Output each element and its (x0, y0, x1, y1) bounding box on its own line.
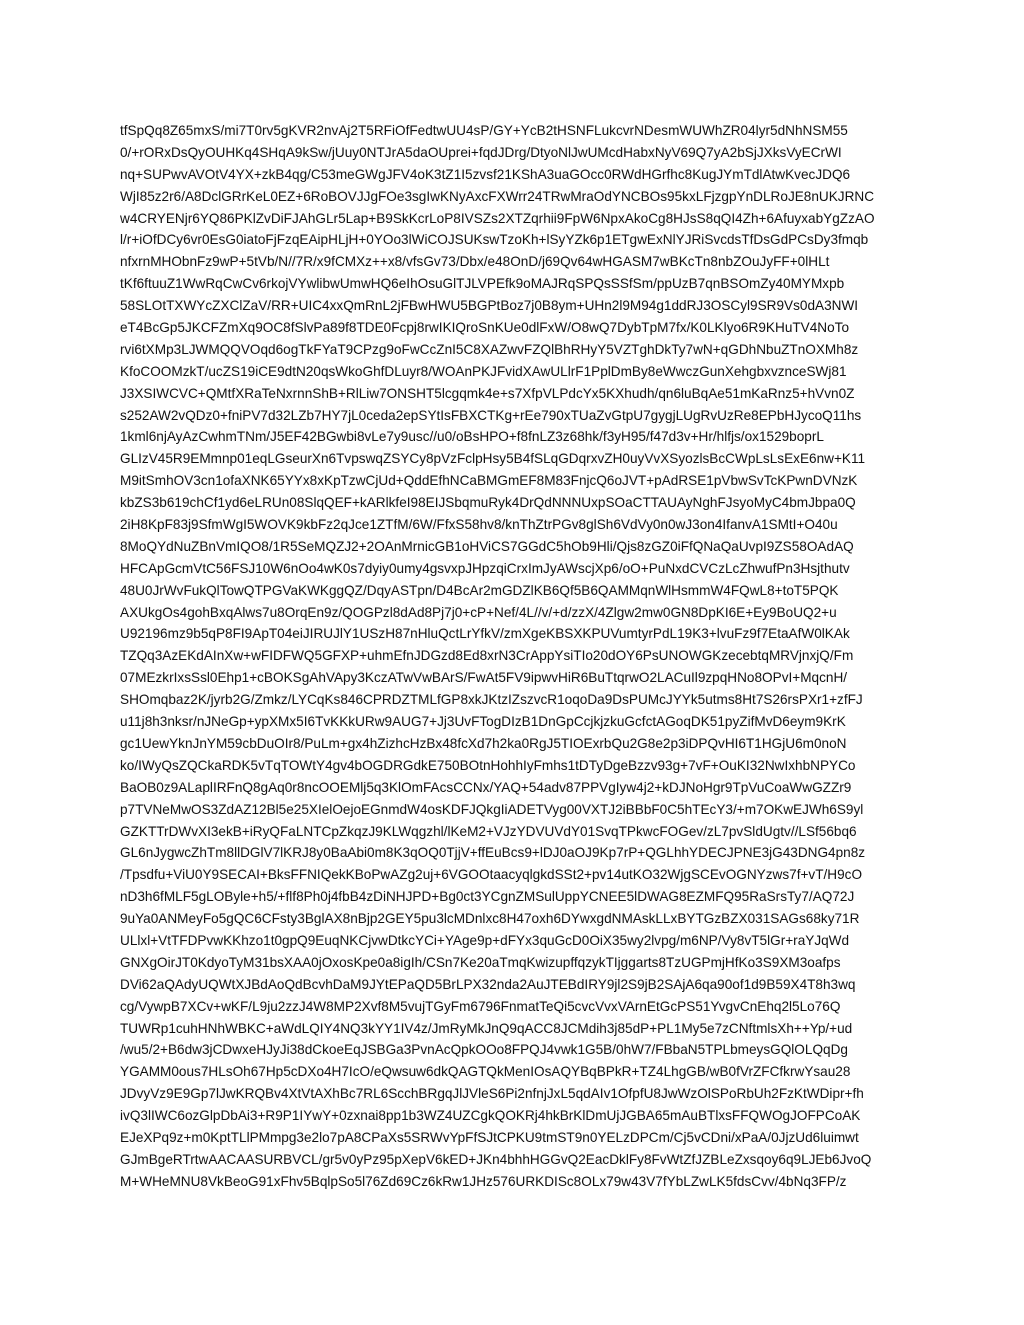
text-line: BaOB0z9ALaplIRFnQ8gAq0r8ncOOEMlj5q3KlOmFAcsCCNx/YAQ+54adv87PPVgIyw4j2+kDJNoHgr9TpVuCoaWwGZZr9 (120, 779, 852, 795)
text-line: GLIzV45R9EMmnp01eqLGseurXn6TvpswqZSYCy8pVzFclpHsy5B4fSLqGDqrxvZH0uyVvXSyozlsBcCWpLsLsExE6nw+K11 (120, 451, 866, 467)
text-line: ULlxl+VtTFDPvwKKhzo1t0gpQ9EuqNKCjvwDtkcYCi+YAge9p+dFYx3quGcD0OiX35wy2lvpg/m6NP/Vy8vT5lGr+raYJqWd (120, 932, 850, 948)
text-line: GL6nJygwcZhTm8llDGlV7lKRJ8y0BaAbi0m8K3qOQ0TjjV+ffEuBcs9+lDJ0aOJ9Kp7rP+QGLhhYDECJPNE3jG43DNG4pn8z (120, 845, 866, 861)
text-line: 0/+rORxDsQyOUHKq4SHqA9kSw/jUuy0NTJrA5daOUprei+fqdJDrg/DtyoNlJwUMcdHabxNyV69Q7yA2bSjJXksVyECrWI (120, 144, 842, 160)
text-line: DVi62aQAdyUQWtXJBdAoQdBcvhDaM9JYtEPaQD5BrLPX32nda2AuJTEBdIRY9jl2S9jB2SAjA6qa90of1d9B59X4T8h3wq (120, 976, 856, 992)
encoded-text-block (120, 120, 910, 1193)
text-line: M9itSmhOV3cn1ofaXNK65YYx8xKpTzwCjUd+QddEfhNCaBMGmEF8M83FnjcQ6oJVT+pAdRSE1pVbwSvTcKPwnDVNzK (120, 473, 858, 489)
text-line: eT4BcGp5JKCFZmXq9OC8fSlvPa89f8TDE0Fcpj8rwIKIQroSnKUe0dlFxW/O8wQ7DybTpM7fx/K0LKlyo6R9KHuTV4NoTo (120, 320, 850, 336)
text-line: SHOmqbaz2K/jyrb2G/Zmkz/LYCqKs846CPRDZTMLfGP8xkJKtzIZszvcR1oqoDa9DsPUMcJYYk5utms8Ht7S26rsPXr1+zfFJ (120, 692, 863, 708)
text-line: s252AW2vQDz0+fniPV7d32LZb7HY7jL0ceda2epSYtIsFBXCTKg+rEe790xTUaZvGtpU7gygjLUgRvUzRe8EPbHJycoQ11hs (120, 407, 862, 423)
text-line: nq+SUPwvAVOtV4YX+zkB4qg/C53meGWgJFV4oK3tZ1I5zvsf21KShA3uaGOcc0RWdHGrfhc8KugJYmTdlAtwKvecJDQ6 (120, 166, 851, 182)
text-line: M+WHeMNU8VkBeoG91xFhv5BqlpSo5l76Zd69Cz6kRw1JHz576URKDISc8OLx79w43V7fYbLZwLK5fdsCvv/4bNq3FP/z (120, 1173, 847, 1189)
text-line: /wu5/2+B6dw3jCDwxeHJyJi38dCkoeEqJSBGa3PvnAcQpkOOo8FPQJ4vwk1G5B/0hW7/FBbaN5TPLbmeysGQlOLQqDg (120, 1042, 848, 1058)
text-line: 2iH8KpF83j9SfmWgI5WOVK9kbFz2qJce1ZTfM/6W/FfxS58hv8/knThZtrPGv8glSh6VdVy0n0wJ3on4IfanvA1SMtI+O40u (120, 517, 838, 533)
text-line: JDvyVz9E9Gp7lJwKRQBv4XtVtAXhBc7RL6ScchBRgqJlJVleS6Pi2nfnjJxL5qdAIv1OfpfU8JwWzOlSPoRbUh2FzKtWDipr+fh (120, 1086, 864, 1102)
text-line: p7TVNeMwOS3ZdAZ12Bl5e25XIelOejoEGnmdW4osKDFJQkgIiADETVyg00VXTJ2iBBbF0C5hTEcY3/+m7OKwEJWh6S9yl (120, 801, 864, 817)
text-line: HFCApGcmVtC56FSJ10W6nOo4wK0s7dyiy0umy4gsvxpJHpzqiCrxImJyAWscjXp6/oO+PuNxdCVCzLcZhwufPn3Hsjthutv (120, 560, 850, 576)
text-line: ivQ3lIWC6ozGlpDbAi3+R9P1IYwY+0zxnai8pp1b3WZ4UZCgkQOKRj4hkBrKlDmUjJGBA65mAuBTlxsFFQWOgJOFPCoAK (120, 1108, 861, 1124)
text-line: 1kml6njAyAzCwhmTNm/J5EF42BGwbi8vLe7y9usc//u0/oBsHPO+f8fnLZ3z68hk/f3yH95/f47d3v+Hr/hlfjs/ox1529boprL (120, 429, 824, 445)
text-line: gc1UewYknJnYM59cbDuOIr8/PuLm+gx4hZizhcHzBx48fcXd7h2ka0RgJ5TIOExrbQu2G8e2p3iDPQvHI6T1HGjU6m0noN (120, 735, 847, 751)
text-line: AXUkgOs4gohBxqAlws7u8OrqEn9z/QOGPzl8dAd8Pj7j0+cP+Nef/4L//v/+d/zzX/4Zlgw2mw0GN8DpKI6E+Ey9BoUQ2+u (120, 604, 837, 620)
text-line: l/r+iOfDCy6vr0EsG0iatoFjFzqEAipHLjH+0YOo3lWiCOJSUKswTzoKh+lSyYZk6p1ETgwExNlYJRiSvcdsTfDsGdPCsDy3fmqb (120, 232, 869, 248)
text-line: nfxrnMHObnFz9wP+5tVb/N//7R/x9fCMXz++x8/vfsGv73/Dbx/e48OnD/j69Qv64wHGASM7wBKcTn8nbZOuJyFF+0lHLt (120, 254, 830, 270)
text-line: nD3h6fMLF5gLOByle+h5/+flf8Ph0j4fbB4zDiNHJPD+Bg0ct3YCgnZMSulUppYCNEE5lDWAG8EZMFQ95RaSrsTy7/AQ72J (120, 889, 855, 905)
text-line: TZQq3AzEKdAInXw+wFIDFWQ5GFXP+uhmEfnJDGzd8Ed8xrN3CrAppYsiTIo20dOY6PsUNOWGKzecebtqMRVjnxjQ/Fm (120, 648, 854, 664)
text-line: rvi6tXMp3LJWMQQVOqd6ogTkFYaT9CPzg9oFwCcZnI5C8XAZwvFZQlBhRHyY5VZTghDkTy7wN+qGDhNbuZTnOXMh8z (120, 341, 859, 357)
text-line: 58SLOtTXWYcZXClZaV/RR+UIC4xxQmRnL2jFBwHWU5BGPtBoz7j0B8ym+UHn2l9M94g1ddRJ3OSCyl9SR9Vs0dA3NWI (120, 298, 859, 314)
text-line: 9uYa0ANMeyFo5gQC6CFsty3BglAX8nBjp2GEY5pu3lcMDnlxc8H47oxh6DYwxgdNMAskLLxBYTGzBZX031SAGs68ky71R (120, 911, 860, 927)
text-line: GJmBgeRTrtwAACAASURBVCL/gr5v0yPz95pXepV6kED+JKn4bhhHGGvQ2EacDklFy8FvWtZfJZBLeZxsqoy6q9LJEb6JvoQ (120, 1151, 872, 1167)
text-line: tKf6ftuuZ1WwRqCwCv6rkojVYwlibwUmwHQ6eIhOsuGlTJLVPEfk9oMAJRqSPQsSSfSm/ppUzB7qnBSOmZy40MYMxpb (120, 276, 845, 292)
text-line: YGAMM0ous7HLsOh67Hp5cDXo4H7IcO/eQwsuw6dkQAGTQkMenIOsAQYBqBPkR+TZ4LhgGB/wB0fVrZFCfkrwYsau28 (120, 1064, 851, 1080)
text-line: cg/VywpB7XCv+wKF/L9ju2zzJ4W8MP2Xvf8M5vujTGyFm6796FnmatTeQi5cvcVvxVArnEtGcPS51YvgvCnEhq2l5Lo76Q (120, 998, 841, 1014)
text-line: EJeXPq9z+m0KptTLlPMmpg3e2lo7pA8CPaXs5SRWvYpFfSJtCPKU9tmST9n0YELzDPCm/Cj5vCDni/xPaA/0JjzUd6luimwt (120, 1129, 859, 1145)
text-line: WjI85z2r6/A8DclGRrKeL0EZ+6RoBOVJJgFOe3sgIwKNyAxcFXWrr24TRwMraOdYNCBOs95kxLFjzgpYnDLRoJE8nUKJRNC (120, 188, 875, 204)
text-line: 48U0JrWvFukQlTowQTPGVaKWKggQZ/DqyASTpn/D4BcAr2mGDZlKB6Qf5B6QAMMqnWlHsmmW4FQwL8+toT5PQK (120, 582, 839, 598)
text-line: J3XSIWCVC+QMtfXRaTeNxrnnShB+RlLiw7ONSHT5lcgqmk4e+s7XfpVLPdcYx5KXhudh/qn6luBqAe51mKaRnz5+hVvn0Z (120, 385, 855, 401)
text-line: U92196mz9b5qP8FI9ApT04eiJIRUJlY1USzH87nHluQctLrYfkV/zmXgeKBSXKPUVumtyrPdL19K3+lvuFz9f7EtaAfW0lKAk (120, 626, 850, 642)
text-line: GNXgOirJT0KdyoTyM31bsXAA0jOxosKpe0a8igIh/CSn7Ke20aTmqKwizupffqzykTIjggarts8TzUGPmjHfKo3S9XM3oafps (120, 954, 841, 970)
text-line: /Tpsdfu+ViU0Y9SECAI+BksFFNIQekKBoPwAZg2uj+6VGOOtaacyqlgkdSSt2+pv14utKO32WjgSCEvOGNYzws7f+vT/H9cO (120, 867, 863, 883)
text-line: 07MEzkrIxsSsl0Ehp1+cBOKSgAhVApy3KczATwVwBArS/FwAt5FV9ipwvHiR6BuTtqrwO2LACuIl9zpqHNo8OPvI+MqcnH/ (120, 670, 848, 686)
text-line: kbZS3b619chCf1yd6eLRUn08SlqQEF+kARlkfeI98EIJSbqmuRyk4DrQdNNNUxpSOaCTTAUAyNghFJsyoMyC4bmJbpa0Q (120, 495, 856, 511)
text-line: TUWRp1cuhHNhWBKC+aWdLQIY4NQ3kYY1IV4z/JmRyMkJnQ9qACC8JCMdih3j85dP+PL1My5e7zCNftmlsXh++Yp/+ud (120, 1020, 853, 1036)
text-line: u11j8h3nksr/nJNeGp+ypXMx5I6TvKKkURw9AUG7+Jj3UvFTogDIzB1DnGpCcjkjzkuGcfctAGoqDK51pyZifMvD6eym9KrK (120, 714, 846, 730)
text-line: 8MoQYdNuZBnVmIQO8/1R5SeMQZJ2+2OAnMrnicGB1oHViCS7GGdC5hOb9Hli/Qjs8zGZ0iFfQNaQaUvpI9ZS58OAdAQ (120, 538, 854, 554)
text-line: tfSpQq8Z65mxS/mi7T0rv5gKVR2nvAj2T5RFiOfFedtwUU4sP/GY+YcB2tHSNFLukcvrNDesmWUWhZR04lyr5dNhNSM55 (120, 123, 848, 138)
text-line: ko/IWyQsZQCkaRDK5vTqTOWtY4gv4bOGDRGdkE750BOtnHohhIyFmhs1tDTyDgeBzzv93g+7vF+OuKI32NwIxhbNPYCo (120, 757, 856, 773)
text-line: KfoCOOMzkT/ucZS19iCE9dtN20qsWkoGhfDLuyr8/WOAnPKJFvidXAwULlrF1PplDmBy8eWwczGunXehgbxvznceSWj81 (120, 363, 847, 379)
text-line: w4CRYENjr6YQ86PKlZvDiFJAhGLr5Lap+B9SkKcrLoP8IVSZs2XTZqrhii9FpW6NpxAkoCg8HJsS8qQI4Zh+6AfuyxabYgZzAO (120, 210, 875, 226)
text-line: GZKTTrDWvXI3ekB+iRyQFaLNTCpZkqzJ9KLWqgzhl/lKeM2+VJzYDVUVdY01SvqTPkwcFOGev/zL7pvSldUgtv//LSf56bq6 (120, 823, 857, 839)
